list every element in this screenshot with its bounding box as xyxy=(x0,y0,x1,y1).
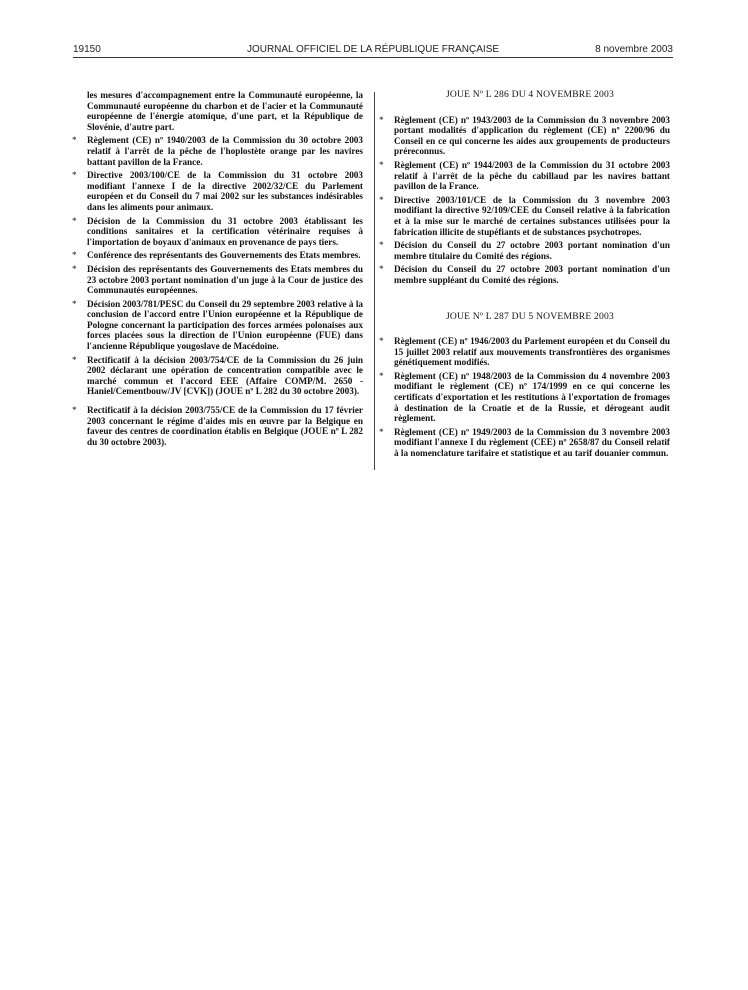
bullet-icon: * xyxy=(379,240,384,251)
bullet-icon: * xyxy=(379,159,384,170)
bullet-icon: * xyxy=(379,336,384,347)
bullet-icon: * xyxy=(379,426,384,437)
bullet-icon: * xyxy=(379,194,384,205)
bullet-icon: * xyxy=(72,250,77,261)
list-item: * Directive 2003/101/CE de la Commission du 3 novembre 2003 modifiant la directive 92/109/CEE du Conseil relative à la fabrication et à la mise sur le marché de certaines substances utilisées pour la fabrication illicite de stupéfiants et de substances psychotropes. xyxy=(379,194,670,237)
continuation-text: les mesures d'accompagnement entre la Communauté européenne, la Communauté européenne du charbon et de l'acier et la Communauté européenne de l'énergie atomique, d'une part, et la République de Slovénie, d'autre part. xyxy=(87,90,363,132)
bullet-icon: * xyxy=(72,298,77,309)
list-item: * Règlement (CE) nº 1948/2003 de la Commission du 4 novembre 2003 modifiant le règlement (CE) nº 174/1999 en ce qui concerne les certificats d'exportation et les restitutions à l'exportation de fromages à destination de la Croatie et de la Russie, et dérogeant audit règlement. xyxy=(379,370,670,424)
column-divider xyxy=(374,92,375,470)
bullet-icon: * xyxy=(72,170,77,181)
list-item: * Directive 2003/100/CE de la Commission du 31 octobre 2003 modifiant l'annexe I de la directive 2002/32/CE du Parlement européen et du Conseil du 7 mai 2002 sur les substances indésirables dans les aliments pour animaux. xyxy=(72,170,363,212)
bullet-icon: * xyxy=(72,263,77,274)
section-heading: JOUE Nº L 286 DU 4 NOVEMBRE 2003 xyxy=(445,89,615,100)
list-item: * Décision du Conseil du 27 octobre 2003 portant nomination d'un membre titulaire du Comité des régions. xyxy=(379,240,670,261)
right-column xyxy=(379,89,670,462)
bullet-icon: * xyxy=(72,354,77,365)
section-heading: JOUE Nº L 287 DU 5 NOVEMBRE 2003 xyxy=(445,310,615,322)
bullet-icon: * xyxy=(72,135,77,146)
header-rule xyxy=(73,57,673,58)
bullet-icon: * xyxy=(379,264,384,275)
bullet-icon: * xyxy=(72,405,77,416)
list-item: * Décision des représentants des Gouvernements des Etats membres du 23 octobre 2003 portant nomination d'un juge à la Cour de justice des Communautés européennes. xyxy=(72,263,363,296)
list-item: * Règlement (CE) nº 1940/2003 de la Commission du 30 octobre 2003 relatif à l'arrêt de la pêche de l'hoplostète orange par les navires battant pavillon de la France. xyxy=(72,135,363,167)
bullet-icon: * xyxy=(72,215,77,226)
bullet-icon: * xyxy=(379,370,384,381)
bullet-icon: * xyxy=(379,114,384,125)
list-item: * Règlement (CE) nº 1946/2003 du Parlement européen et du Conseil du 15 juillet 2003 relatif aux mouvements transfrontières des organismes génétiquement modifiés. xyxy=(379,336,670,368)
list-item: * Décision 2003/781/PESC du Conseil du 29 septembre 2003 relative à la conclusion de l'accord entre l'Union européenne et la République de Pologne concernant la participation des forces armées polonaises aux forces placées sous la direction de l'Union européenne (FUE) dans l'ancienne République yougoslave de Macédoine. xyxy=(72,298,363,352)
list-item: * Conférence des représentants des Gouvernements des Etats membres. xyxy=(72,250,361,261)
list-item: * Règlement (CE) nº 1949/2003 de la Commission du 3 novembre 2003 modifiant l'annexe I du règlement (CEE) nº 2658/87 du Conseil relatif à la nomenclature tarifaire et statistique et au tarif douanier commun. xyxy=(379,426,670,459)
page-number: 19150 xyxy=(73,44,101,55)
list-item: * Règlement (CE) nº 1944/2003 de la Commission du 31 octobre 2003 relatif à l'arrêt de la pêche du cabillaud par les navires battant pavillon de la France. xyxy=(379,159,670,192)
journal-title: JOURNAL OFFICIEL DE LA RÉPUBLIQUE FRANÇAISE xyxy=(246,44,500,55)
list-item: * Rectificatif à la décision 2003/754/CE de la Commission du 26 juin 2002 déclarant une opération de concentration compatible avec le marché commun et l'accord EEE (Affaire COMP/M. 2650 - Haniel/Cementbouw/JV [CVK]) (JOUE nº L 282 du 30 octobre 2003). xyxy=(72,354,363,397)
list-item: * Rectificatif à la décision 2003/755/CE de la Commission du 17 février 2003 concernant le régime d'aides mis en œuvre par la Belgique en faveur des centres de coordination établis en Belgique (JOUE nº L 282 du 30 octobre 2003). xyxy=(72,405,363,447)
issue-date: 8 novembre 2003 xyxy=(595,44,673,55)
list-item: * Règlement (CE) nº 1943/2003 de la Commission du 3 novembre 2003 portant modalités d'application du règlement (CE) nº 2200/96 du Conseil en ce qui concerne les aides aux groupements de producteurs préreconnus. xyxy=(379,114,670,157)
list-item: * Décision de la Commission du 31 octobre 2003 établissant les conditions sanitaires et la certification vétérinaire requises à l'importation de boyaux d'animaux en provenance de pays tiers. xyxy=(72,215,363,247)
left-column xyxy=(72,90,363,450)
list-item: * Décision du Conseil du 27 octobre 2003 portant nomination d'un membre suppléant du Comité des régions. xyxy=(379,264,670,285)
